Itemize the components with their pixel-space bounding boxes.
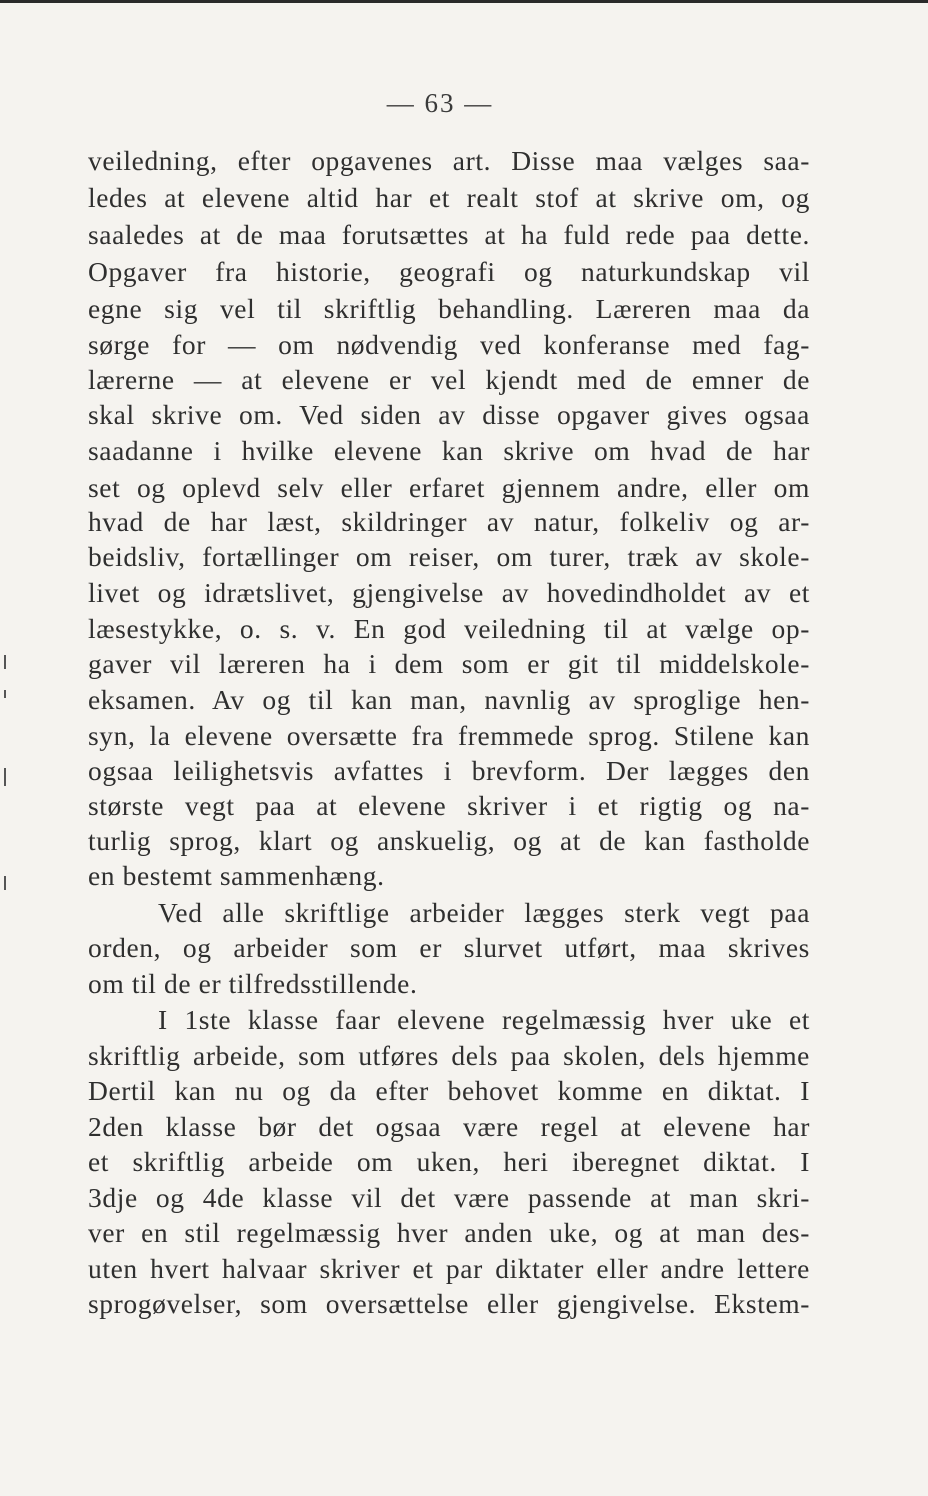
text-line: turlig sprog, klart og anskuelig, og at de kan fastholde: [88, 825, 810, 856]
text-line: saaledes at de maa forutsættes at ha fuld rede paa dette.: [88, 219, 810, 250]
text-line: saadanne i hvilke elevene kan skrive om hvad de har: [88, 435, 810, 466]
margin-mark: [4, 876, 6, 890]
text-line: sørge for — om nødvendig ved konferanse med fag-: [88, 329, 810, 360]
text-line: hvad de har læst, skildringer av natur, folkeliv og ar-: [88, 506, 810, 537]
text-line: egne sig vel til skriftlig behandling. Læreren maa da: [88, 293, 810, 324]
text-line: ogsaa leilighetsvis avfattes i brevform. Der lægges den: [88, 755, 810, 786]
text-line: om til de er tilfredsstillende.: [88, 968, 418, 999]
text-line: eksamen. Av og til kan man, navnlig av sproglige hen-: [88, 684, 810, 715]
text-line: Ved alle skriftlige arbeider lægges sterk vegt paa: [158, 897, 810, 928]
text-line: ledes at elevene altid har et realt stof at skrive om, og: [88, 182, 810, 213]
text-line: læsestykke, o. s. v. En god veiledning til at vælge op-: [88, 613, 810, 644]
text-line: set og oplevd selv eller erfaret gjennem andre, eller om: [88, 472, 810, 503]
text-line: orden, og arbeider som er slurvet utført, maa skrives: [88, 932, 810, 963]
text-line: en bestemt sammenhæng.: [88, 860, 385, 891]
text-line: syn, la elevene oversætte fra fremmede sprog. Stilene kan: [88, 720, 810, 751]
text-line: livet og idrætslivet, gjengivelse av hovedindholdet av et: [88, 577, 810, 608]
page-number: — 63 —: [386, 88, 494, 118]
text-line: største vegt paa at elevene skriver i et rigtig og na-: [88, 790, 810, 821]
text-line: gaver vil læreren ha i dem som er git til middelskole-: [88, 648, 810, 679]
margin-mark: [4, 690, 6, 698]
text-line: skriftlig arbeide, som utføres dels paa skolen, dels hjemme: [88, 1040, 810, 1071]
margin-mark: [4, 655, 6, 669]
text-line: et skriftlig arbeide om uken, heri iberegnet diktat. I: [88, 1146, 810, 1177]
text-line: I 1ste klasse faar elevene regelmæssig hver uke et: [158, 1004, 810, 1035]
text-line: lærerne — at elevene er vel kjendt med de emner de: [88, 364, 810, 395]
text-line: Opgaver fra historie, geografi og naturkundskap vil: [88, 256, 810, 287]
text-line: veiledning, efter opgavenes art. Disse maa vælges saa-: [88, 145, 810, 176]
text-line: ver en stil regelmæssig hver anden uke, og at man des-: [88, 1217, 810, 1248]
text-line: uten hvert halvaar skriver et par diktater eller andre lettere: [88, 1253, 810, 1284]
page-top-edge: [0, 0, 928, 3]
text-line: 2den klasse bør det ogsaa være regel at elevene har: [88, 1111, 810, 1142]
text-line: sprogøvelser, som oversættelse eller gjengivelse. Ekstem-: [88, 1288, 810, 1319]
text-line: Dertil kan nu og da efter behovet komme en diktat. I: [88, 1075, 810, 1106]
text-line: 3dje og 4de klasse vil det være passende at man skri-: [88, 1182, 810, 1213]
margin-mark: [4, 768, 6, 786]
text-line: beidsliv, fortællinger om reiser, om turer, træk av skole-: [88, 541, 810, 572]
text-line: skal skrive om. Ved siden av disse opgaver gives ogsaa: [88, 399, 810, 430]
